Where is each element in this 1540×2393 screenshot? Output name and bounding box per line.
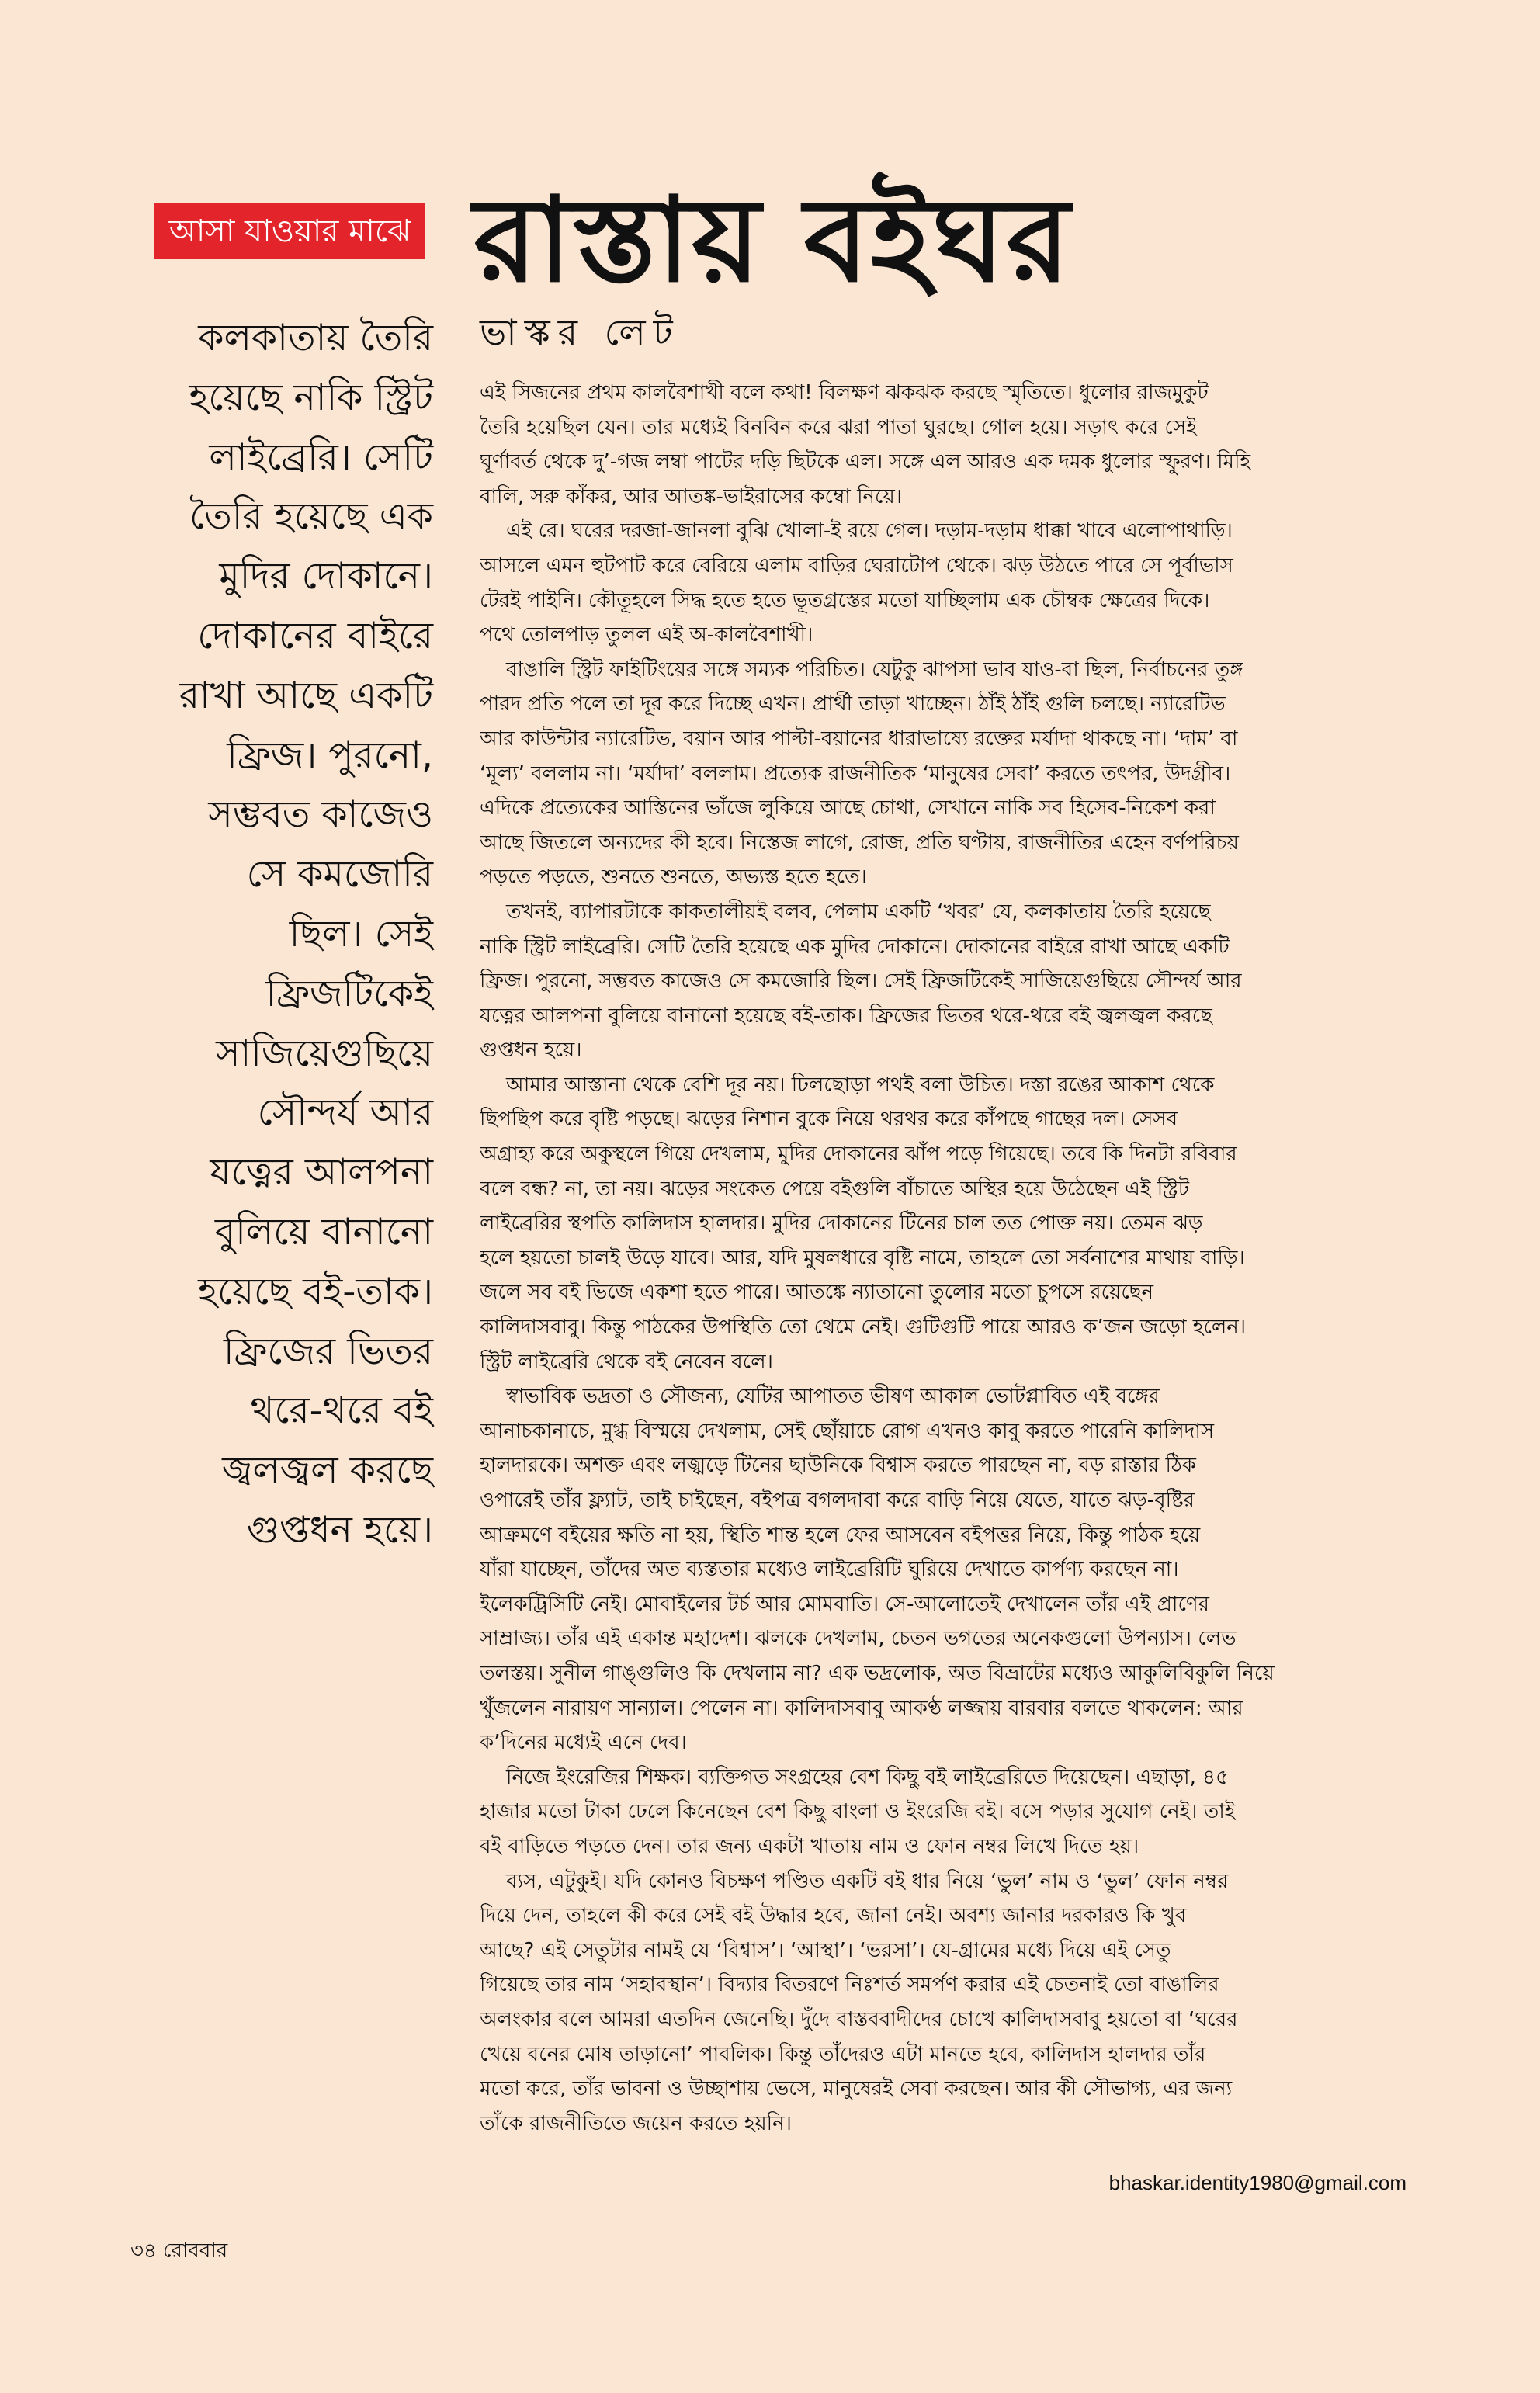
article-line: সাম্রাজ্য। তাঁর এই একান্ত মহাদেশ। ঝলকে দেখলাম, চেতন ভগতের অনেকগুলো উপন্যাস। লেভ xyxy=(480,1627,1237,1651)
article-line: তাঁকে রাজনীতিতে জয়েন করতে হয়নি। xyxy=(480,2111,792,2135)
article-line: তখনই, ব্যাপারটাকে কাকতালীয়ই বলব, পেলাম একটি ‘খবর’ যে, কলকাতায় তৈরি হয়েছে xyxy=(506,900,1211,924)
pull-quote-line: লাইব্রেরি। সেটি xyxy=(209,435,433,479)
article-line: জলে সব বই ভিজে একশা হতে পারে। আতঙ্কে ন্যাতানো তুলোর মতো চুপসে রয়েছেন xyxy=(480,1281,1154,1305)
article-line: হাজার মতো টাকা ঢেলে কিনেছেন বেশ কিছু বাংলা ও ইংরেজি বই। বসে পড়ার সুযোগ নেই। তাই xyxy=(480,1800,1236,1824)
pull-quote xyxy=(116,309,433,1561)
article-line: ফ্রিজ। পুরনো, সম্ভবত কাজেও সে কমজোরি ছিল। সেই ফ্রিজটিকেই সাজিয়েগুছিয়ে সৌন্দর্য আর xyxy=(480,969,1242,994)
pull-quote-line: ফ্রিজের ভিতর xyxy=(223,1330,433,1373)
article-line: পড়তে পড়তে, শুনতে শুনতে, অভ্যস্ত হতে হতে। xyxy=(480,865,867,890)
pull-quote-line: হয়েছে নাকি স্ট্রিট xyxy=(189,376,433,419)
pull-quote-line: সাজিয়েগুছিয়ে xyxy=(216,1032,433,1075)
article-line: কালিদাসবাবু। কিন্তু পাঠকের উপস্থিতি তো থেমে নেই। গুটিগুটি পায়ে আরও ক’জন জড়ো হলেন। xyxy=(480,1316,1247,1340)
article-line: অগ্রাহ্য করে অকুস্থলে গিয়ে দেখলাম, মুদির দোকানের ঝাঁপ পড়ে গিয়েছে। তবে কি দিনটা রবিবার xyxy=(480,1143,1237,1167)
article-line: তলস্তয়। সুনীল গাঙ্গুলিও কি দেখলাম না? এক ভদ্রলোক, অত বিভ্রাটের মধ্যেও আকুলিবিকুলি নিয়ে xyxy=(480,1661,1275,1685)
article-body xyxy=(480,376,1413,2141)
article-line: এই সিজনের প্রথম কালবৈশাখী বলে কথা! বিলক্ষণ ঝকঝক করছে স্মৃতিতে। ধুলোর রাজমুকুট xyxy=(480,381,1209,404)
article-line: টেরই পাইনি। কৌতূহলে সিদ্ধ হতে হতে ভূতগ্রস্তের মতো যাচ্ছিলাম এক চৌম্বক ক্ষেত্রের দিকে। xyxy=(480,588,1210,612)
article-line: নাকি স্ট্রিট লাইব্রেরি। সেটি তৈরি হয়েছে এক মুদির দোকানে। দোকানের বাইরে রাখা আছে একটি xyxy=(480,935,1230,959)
article-line: খেয়ে বনের মোষ তাড়ানো’ পাবলিক। কিন্তু তাঁদেরও এটা মানতে হবে, কালিদাস হালদার তাঁর xyxy=(480,2042,1206,2066)
article-line: যাঁরা যাচ্ছেন, তাঁদের অত ব্যস্ততার মধ্যেও লাইব্রেরিটি ঘুরিয়ে দেখাতে কার্পণ্য করছেন না। xyxy=(480,1558,1179,1582)
section-kicker: আসা যাওয়ার মাঝে xyxy=(154,203,425,259)
article-line: পথে তোলপাড় তুলল এই অ-কালবৈশাখী। xyxy=(480,623,813,647)
article-line: মতো করে, তাঁর ভাবনা ও উচ্ছাশায় ভেসে, মানুষেরই সেবা করছেন। আর কী সৌভাগ্য, এর জন্য xyxy=(480,2077,1233,2101)
pull-quote-line: সে কমজোরি xyxy=(246,853,433,897)
article-line: এই রে। ঘরের দরজা-জানলা বুঝি খোলা-ই রয়ে গেল। দড়াম-দড়াম ধাক্কা খাবে এলোপাথাড়ি। xyxy=(506,519,1233,543)
article-line: গিয়েছে তার নাম ‘সহাবস্থান’। বিদ্যার বিতরণে নিঃশর্ত সমর্পণ করার এই চেতনাই তো বাঙালির xyxy=(480,1973,1219,1997)
pull-quote-line: মুদির দোকানে। xyxy=(219,555,433,598)
article-line: বই বাড়িতে পড়তে দেন। তার জন্য একটা খাতায় নাম ও ফোন নম্বর লিখে দিতে হয়। xyxy=(480,1834,1139,1858)
article-line: ঘূর্ণাবর্ত থেকে দু’-গজ লম্বা পাটের দড়ি ছিটকে এল। সঙ্গে এল আরও এক দমক ধুলোর স্ফুরণ। মিহি xyxy=(480,450,1251,474)
article-line: নিজে ইংরেজির শিক্ষক। ব্যক্তিগত সংগ্রহের বেশ কিছু বই লাইব্রেরিতে দিয়েছেন। এছাড়া, ৪৫ xyxy=(506,1765,1229,1789)
pull-quote-line: ফ্রিজ। পুরনো, xyxy=(227,734,433,777)
page-folio: ৩৪ রোববার xyxy=(130,2239,228,2263)
article-line: আছে জিতলে অন্যদের কী হবে। নিস্তেজ লাগে, রোজ, প্রতি ঘণ্টায়, রাজনীতির এহেন বর্ণপরিচয় xyxy=(480,831,1239,855)
pull-quote-line: ফ্রিজটিকেই xyxy=(265,972,433,1015)
article-line: দিয়ে দেন, তাহলে কী করে সেই বই উদ্ধার হবে, জানা নেই। অবশ্য জানার দরকারও কি খুব xyxy=(480,1904,1187,1928)
article-line: লাইব্রেরির স্থপতি কালিদাস হালদার। মুদির দোকানের টিনের চাল তত পোক্ত নয়। তেমন ঝড় xyxy=(480,1212,1203,1236)
page-title: রাস্তায় বইঘর xyxy=(473,173,1072,308)
article-line: অলংকার বলে আমরা এতদিন জেনেছি। দুঁদে বাস্তববাদীদের চোখে কালিদাসবাবু হয়তো বা ‘ঘরের xyxy=(480,2007,1238,2031)
article-line: বলে বন্ধ? না, তা নয়। ঝড়ের সংকেত পেয়ে বইগুলি বাঁচাতে অস্থির হয়ে উঠেছেন এই স্ট্রিট xyxy=(480,1177,1190,1201)
article-line: আর কাউন্টার ন্যারেটিভ, বয়ান আর পাল্টা-বয়ানের ধারাভাষ্যে রক্তের মর্যাদা থাকছে না। ‘দাম’ বা xyxy=(480,727,1238,751)
byline: ভাস্কর লেট xyxy=(480,311,681,353)
pull-quote-line: গুপ্তধন হয়ে। xyxy=(246,1508,433,1552)
pull-quote-line: ছিল। সেই xyxy=(289,912,433,955)
article-line: ক’দিনের মধ্যেই এনে দেব। xyxy=(480,1731,687,1755)
article-line: আক্রমণে বইয়ের ক্ষতি না হয়, স্থিতি শান্ত হলে ফের আসবেন বইপত্তর নিয়ে, কিন্তু পাঠক হয়ে xyxy=(480,1523,1201,1547)
article-line: আছে? এই সেতুটার নামই যে ‘বিশ্বাস’। ‘আস্থা’। ‘ভরসা’। যে-গ্রামের মধ্যে দিয়ে এই সেতু xyxy=(480,1938,1171,1962)
article-line: স্বাভাবিক ভদ্রতা ও সৌজন্য, যেটির আপাতত ভীষণ আকাল ভোটপ্লাবিত এই বঙ্গের xyxy=(506,1385,1160,1409)
article-line: ‘মূল্য’ বললাম না। ‘মর্যাদা’ বললাম। প্রত্যেক রাজনীতিক ‘মানুষের সেবা’ করতে তৎপর, উদগ্রীব। xyxy=(480,761,1231,786)
article-line: এদিকে প্রত্যেকের আস্তিনের ভাঁজে লুকিয়ে আছে চোথা, সেখানে নাকি সব হিসেব-নিকেশ করা xyxy=(480,796,1216,820)
author-email[interactable]: bhaskar.identity1980@gmail.com xyxy=(1108,2171,1406,2194)
pull-quote-line: বুলিয়ে বানানো xyxy=(214,1210,433,1254)
article-line: তৈরি হয়েছিল যেন। তার মধ্যেই বিনবিন করে ঝরা পাতা ঘুরছে। গোল হয়ে। সড়াৎ করে সেই xyxy=(480,415,1197,439)
article-line: ওপারেই তাঁর ফ্ল্যাট, তাই চাইছেন, বইপত্র বগলদাবা করে বাড়ি নিয়ে যেতে, যাতে ঝড়-বৃষ্টির xyxy=(480,1489,1195,1512)
pull-quote-line: কলকাতায় তৈরি xyxy=(198,317,433,359)
pull-quote-line: জ্বলজ্বল করছে xyxy=(222,1449,433,1493)
article-line: ইলেকট্রিসিটি নেই। মোবাইলের টর্চ আর মোমবাতি। সে-আলোতেই দেখালেন তাঁর এই প্রাণের xyxy=(480,1592,1209,1616)
article-line: পারদ প্রতি পলে তা দূর করে দিচ্ছে এখন। প্রার্থী তাড়া খাচ্ছেন। ঠাঁই ঠাঁই গুলি চলছে। ন্যারেটিভ xyxy=(480,692,1226,716)
pull-quote-line: হয়েছে বই-তাক। xyxy=(198,1270,433,1313)
pull-quote-line: সৌন্দর্য আর xyxy=(257,1091,433,1135)
article-line: আনাচকানাচে, মুগ্ধ বিস্ময়ে দেখলাম, সেই ছোঁয়াচে রোগ এখনও কাবু করতে পারেনি কালিদাস xyxy=(480,1419,1215,1443)
article-line: হলে হয়তো চালই উড়ে যাবে। আর, যদি মুষলধারে বৃষ্টি নামে, তাহলে তো সর্বনাশের মাথায় বাড়ি। xyxy=(480,1246,1245,1270)
pull-quote-line: থরে-থরে বই xyxy=(250,1389,433,1433)
article-line: খুঁজলেন নারায়ণ সান্যাল। পেলেন না। কালিদাসবাবু আকণ্ঠ লজ্জায় বারবার বলতে থাকলেন: আর xyxy=(480,1696,1243,1720)
pull-quote-line: সম্ভবত কাজেও xyxy=(208,793,433,837)
article-line: স্ট্রিট লাইব্রেরি থেকে বই নেবেন বলে। xyxy=(480,1350,773,1374)
pull-quote-line: দোকানের বাইরে xyxy=(197,614,433,657)
article-line: বালি, সরু কাঁকর, আর আতঙ্ক-ভাইরাসের কম্বো নিয়ে। xyxy=(480,484,903,508)
article-line: আমার আস্তানা থেকে বেশি দূর নয়। ঢিলছোড়া পথই বলা উচিত। দস্তা রঙের আকাশ থেকে xyxy=(506,1073,1215,1097)
article-line: ব্যস, এটুকুই। যদি কোনও বিচক্ষণ পণ্ডিত একটি বই ধার নিয়ে ‘ভুল’ নাম ও ‘ভুল’ ফোন নম্বর xyxy=(506,1869,1229,1893)
article-line: ছিপছিপ করে বৃষ্টি পড়ছে। ঝড়ের নিশান বুকে নিয়ে থরথর করে কাঁপছে গাছের দল। সেসব xyxy=(480,1108,1178,1132)
pull-quote-line: যত্নের আলপনা xyxy=(210,1151,433,1195)
pull-quote-line: তৈরি হয়েছে এক xyxy=(189,495,433,539)
article-line: যত্নের আলপনা বুলিয়ে বানানো হয়েছে বই-তাক। ফ্রিজের ভিতর থরে-থরে বই জ্বলজ্বল করছে xyxy=(480,1004,1212,1028)
pull-quote-line: রাখা আছে একটি xyxy=(179,674,433,717)
article-line: আসলে এমন হুটপাট করে বেরিয়ে এলাম বাড়ির ঘেরাটোপ থেকে। ঝড় উঠতে পারে সে পূর্বাভাস xyxy=(480,553,1233,577)
article-line: হালদারকে। অশক্ত এবং লজ্ঝড়ে টিনের ছাউনিকে বিশ্বাস করতে পারছেন না, বড় রাস্তার ঠিক xyxy=(480,1454,1196,1478)
article-line: বাঙালি স্ট্রিট ফাইটিংয়ের সঙ্গে সম্যক পরিচিত। যেটুকু ঝাপসা ভাব যাও-বা ছিল, নির্বাচনের তুঙ্গ xyxy=(506,657,1243,681)
article-line: গুপ্তধন হয়ে। xyxy=(480,1039,582,1063)
